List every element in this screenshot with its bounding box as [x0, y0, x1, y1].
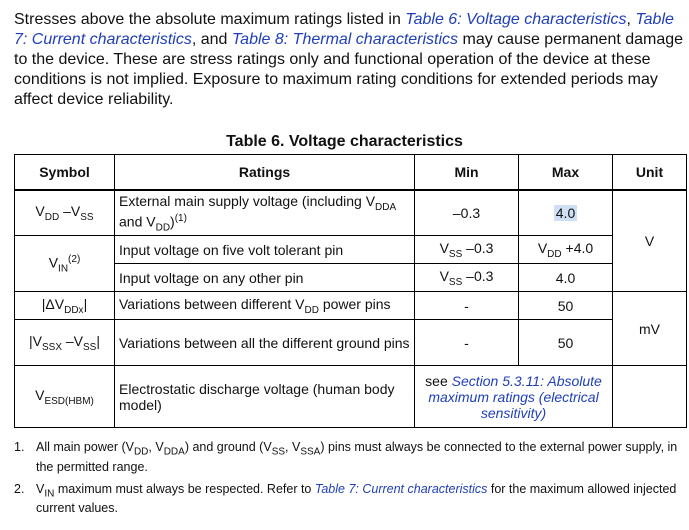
fn-text: , V — [285, 440, 301, 454]
min-cell: - — [415, 292, 519, 320]
sym-text: –V — [59, 203, 81, 220]
sym-text: | — [83, 295, 88, 312]
fn-text: ) pins must always be connected to the external power supply, in the permitted range. — [36, 440, 678, 474]
see-text: see — [425, 372, 452, 389]
sym-sub: SSX — [41, 341, 62, 353]
max-cell: 4.0 — [519, 264, 613, 292]
rating-cell — [115, 190, 415, 236]
rating-cell: Input voltage on five volt tolerant pin — [115, 236, 415, 264]
min-text: V — [439, 267, 449, 284]
link-table-6[interactable]: Table 6: Voltage characteristics — [405, 11, 627, 28]
min-text: V — [439, 239, 449, 256]
symbol-cell — [15, 320, 115, 366]
link-table-7-footnote[interactable]: Table 7: Current characteristics — [314, 481, 488, 496]
footnote-ref-1[interactable]: (1) — [174, 212, 187, 224]
rating-text: and V — [119, 213, 156, 230]
intro-text-3: , and — [191, 31, 232, 48]
fn-sub: DD — [133, 446, 149, 458]
max-text: +4.0 — [561, 239, 594, 256]
intro-text-2: , — [626, 11, 636, 28]
fn-sub: SS — [271, 446, 286, 458]
header-min: Min — [415, 155, 519, 191]
link-section-5-3-11[interactable]: Section 5.3.11: Absolute maximum ratings (electrical sensitivity) — [428, 372, 602, 421]
max-cell: 50 — [519, 292, 613, 320]
rating-text: ) — [170, 213, 175, 230]
sym-text: |V — [29, 332, 42, 349]
min-cell: –0.3 — [415, 190, 519, 236]
min-text: –0.3 — [462, 239, 494, 256]
max-text: V — [537, 239, 548, 256]
min-sub: SS — [448, 276, 463, 288]
intro-text-1: Stresses above the absolute maximum ratings listed in — [14, 11, 406, 28]
sym-text: V — [48, 254, 59, 271]
max-cell — [519, 190, 613, 236]
footnote-ref-2[interactable]: (2) — [68, 253, 81, 265]
header-symbol: Symbol — [15, 155, 115, 191]
fn-text: ) and ground (V — [184, 440, 272, 454]
table-row — [15, 236, 687, 264]
symbol-cell — [15, 366, 115, 428]
see-section-cell — [415, 366, 613, 428]
link-table-7[interactable]: Table 7: Current characteristics — [14, 11, 674, 48]
footnote-number: 1. — [14, 440, 25, 454]
fn-sub: IN — [44, 488, 55, 499]
rating-cell: Input voltage on any other pin — [115, 264, 415, 292]
table-header-row — [15, 155, 687, 191]
rating-cell: Variations between all the different ground pins — [115, 320, 415, 366]
rating-sub: DD — [304, 304, 319, 316]
fn-text: for the maximum allowed injected current values. — [36, 481, 677, 515]
fn-text: V — [36, 481, 45, 496]
unit-cell-empty — [613, 366, 687, 428]
footnote-number: 2. — [14, 481, 25, 496]
footnote-text — [36, 482, 684, 516]
rating-sub: DD — [155, 222, 171, 234]
intro-paragraph — [14, 10, 684, 110]
min-cell: - — [415, 320, 519, 366]
max-cell: 50 — [519, 320, 613, 366]
sym-sub: SS — [80, 212, 94, 224]
table-row — [15, 366, 687, 428]
symbol-cell — [15, 292, 115, 320]
sym-sub: IN — [58, 262, 69, 274]
sym-sub: ESD(HBM) — [44, 395, 94, 407]
table-row — [15, 320, 687, 366]
fn-text: maximum must always be respected. Refer to — [54, 481, 315, 496]
table-caption: Table 6. Voltage characteristics — [226, 133, 463, 150]
header-max: Max — [519, 155, 613, 191]
symbol-cell — [15, 236, 115, 292]
sym-text: | — [96, 332, 100, 349]
fn-sub: SSA — [300, 446, 321, 458]
sym-sub: DD — [44, 212, 60, 224]
fn-text: All main power (V — [36, 440, 134, 454]
rating-text: External main supply voltage (including V — [119, 193, 376, 209]
header-unit: Unit — [613, 155, 687, 191]
voltage-table — [14, 154, 687, 428]
footnotes — [14, 440, 684, 523]
rating-text: Variations between different V — [119, 295, 305, 312]
footnote-1 — [14, 440, 684, 474]
sym-sub: DDx — [64, 304, 84, 316]
unit-cell: mV — [613, 292, 687, 366]
sym-text: V — [35, 203, 45, 220]
max-sub: DD — [547, 248, 562, 260]
sym-text: –V — [62, 332, 84, 349]
min-text: –0.3 — [462, 267, 494, 284]
rating-text: power pins — [318, 295, 391, 312]
min-sub: SS — [448, 248, 463, 260]
sym-text: V — [35, 386, 45, 403]
sym-sub: SS — [83, 341, 97, 353]
intro-text-4: may cause permanent damage to the device. These are stress ratings only and functional operation of the device at these conditions is not implied. Exposure to maximum rating conditions for extended periods may affect device reliability. — [14, 31, 684, 108]
sym-text: |ΔV — [41, 295, 65, 312]
table-row — [15, 264, 687, 292]
min-cell — [415, 264, 519, 292]
rating-cell — [115, 292, 415, 320]
footnote-text — [36, 440, 684, 474]
link-table-8[interactable]: Table 8: Thermal characteristics — [231, 31, 459, 48]
max-cell — [519, 236, 613, 264]
table-row — [15, 190, 687, 236]
footnote-2 — [14, 482, 684, 516]
header-ratings: Ratings — [115, 155, 415, 191]
min-cell — [415, 236, 519, 264]
fn-text: , V — [148, 440, 164, 454]
table-row — [15, 292, 687, 320]
max-highlighted: 4.0 — [555, 205, 576, 222]
fn-sub: DDA — [163, 446, 185, 458]
rating-sub: DDA — [375, 201, 397, 213]
rating-cell: Electrostatic discharge voltage (human body model) — [115, 366, 415, 428]
symbol-cell — [15, 190, 115, 236]
unit-cell: V — [613, 190, 687, 292]
